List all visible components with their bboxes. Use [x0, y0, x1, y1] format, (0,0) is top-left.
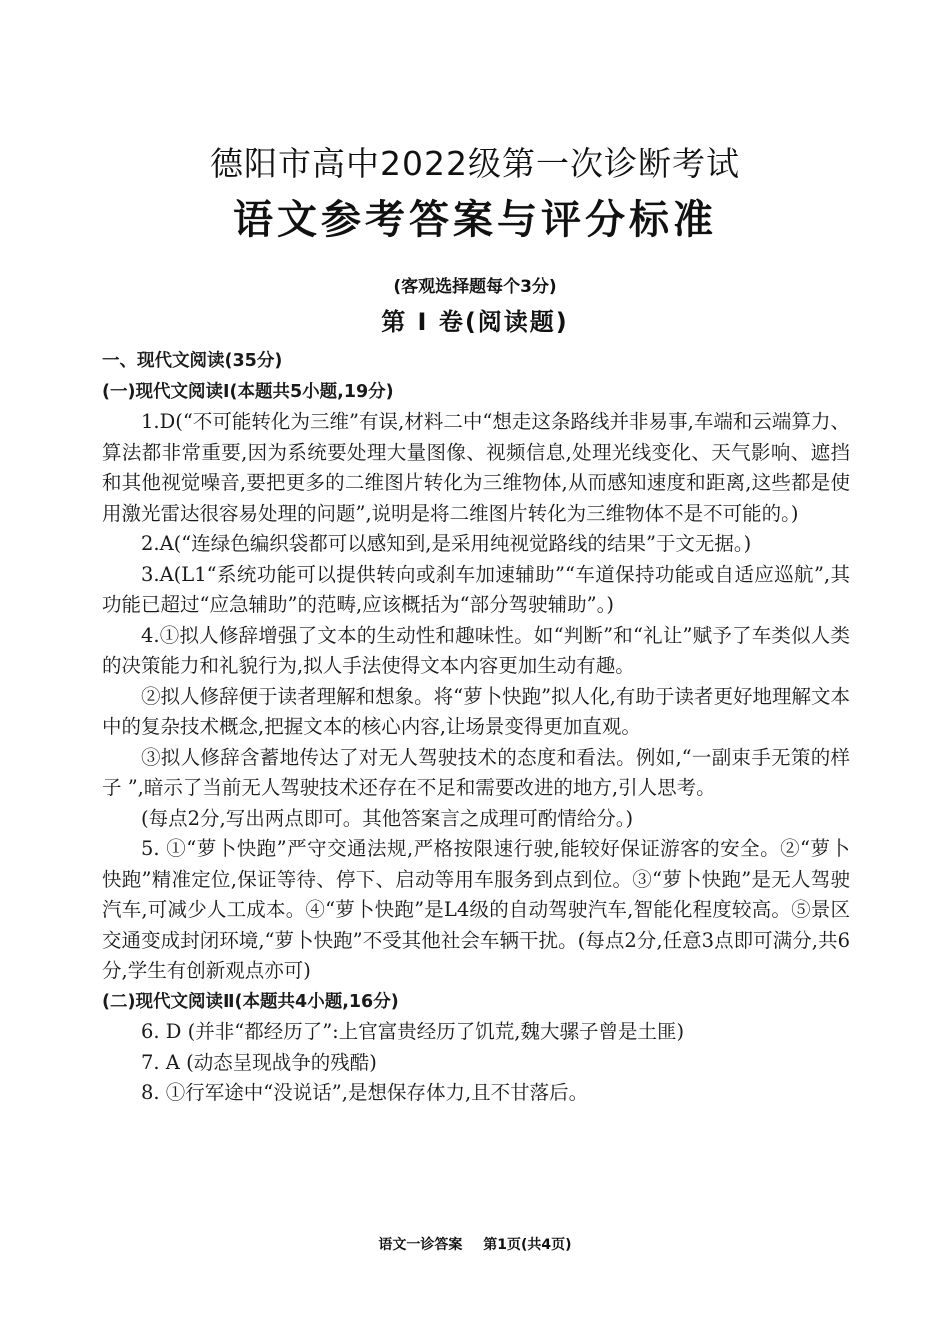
footer-page-info: 第1页(共4页) — [483, 1237, 572, 1253]
page-footer — [0, 1234, 950, 1254]
answer-q2: 2.A(“连绿色编织袋都可以感知到,是采用纯视觉路线的结果”于文无据。) — [141, 532, 752, 555]
exam-title: 德阳市高中2022级第一次诊断考试 — [210, 144, 740, 183]
answer-content — [102, 346, 850, 1109]
subsection-heading: (二)现代文阅读Ⅱ(本题共4小题,16分) — [102, 991, 399, 1012]
answer-q4-point2: ②拟人修辞便于读者理解和想象。将“萝卜快跑”拟人化,有助于读者更好地理解文本中的复杂技术概念,把握文本的核心内容,让场景变得更加直观。 — [102, 684, 850, 738]
scoring-note: (客观选择题每个3分) — [393, 277, 557, 297]
answer-q6: 6. D (并非“都经历了”:上官富贵经历了饥荒,魏大骡子曾是土匪) — [141, 1020, 685, 1043]
answer-q7: 7. A (动态呈现战争的残酷) — [141, 1050, 377, 1074]
answer-q4-point3: ③拟人修辞含蓄地传达了对无人驾驶技术的态度和看法。例如,“一副束手无策的样子 ”,暗示了当前无人驾驶技术还存在不足和需要改进的地方,引人思考。 — [102, 745, 850, 799]
answer-key-title: 语文参考答案与评分标准 — [233, 197, 717, 243]
answer-q3: 3.A(L1“系统功能可以提供转向或刹车加速辅助”“车道保持功能或自适应巡航”,其功能已超过“应急辅助”的范畴,应该概括为“部分驾驶辅助”。) — [102, 562, 850, 616]
section-heading: 一、现代文阅读(35分) — [102, 351, 283, 371]
subsection-heading: (一)现代文阅读Ⅰ(本题共5小题,19分) — [102, 381, 394, 402]
answer-q4-note: (每点2分,写出两点即可。其他答案言之成理可酌情给分。) — [141, 806, 634, 830]
answer-q8: 8. ①行军途中“没说话”,是想保存体力,且不甘落后。 — [141, 1081, 589, 1104]
volume-title: 第 Ⅰ 卷(阅读题) — [381, 308, 569, 336]
footer-doc-name: 语文一诊答案 — [378, 1237, 463, 1253]
answer-q1: 1.D(“不可能转化为三维”有误,材料二中“想走这条路线并非易事,车端和云端算力、算法都非常重要,因为系统要处理大量图像、视频信息,处理光线变化、天气影响、遮挡和其他视觉噪音,要把更多的二维图片转化为三维物体,从而感知速度和距离,这些都是使用激光雷达很容易处理的问题”,说明是将二维图片转化为三维物体不是不可能的。) — [102, 410, 850, 525]
answer-q5: 5. ①“萝卜快跑”严守交通法规,严格按限速行驶,能较好保证游客的安全。②“萝卜快跑”精准定位,保证等待、停下、启动等用车服务到点到位。③“萝卜快跑”是无人驾驶汽车,可减少人工成本。④“萝卜快跑”是L4级的自动驾驶汽车,智能化程度较高。⑤景区交通变成封闭环境,“萝卜快跑”不受其他社会车辆干扰。(每点2分,任意3点即可满分,共6分,学生有创新观点亦可) — [102, 837, 850, 982]
answer-q4-point1: 4.①拟人修辞增强了文本的生动性和趣味性。如“判断”和“礼让”赋予了车类似人类的决策能力和礼貌行为,拟人手法使得文本内容更加生动有趣。 — [102, 623, 850, 677]
